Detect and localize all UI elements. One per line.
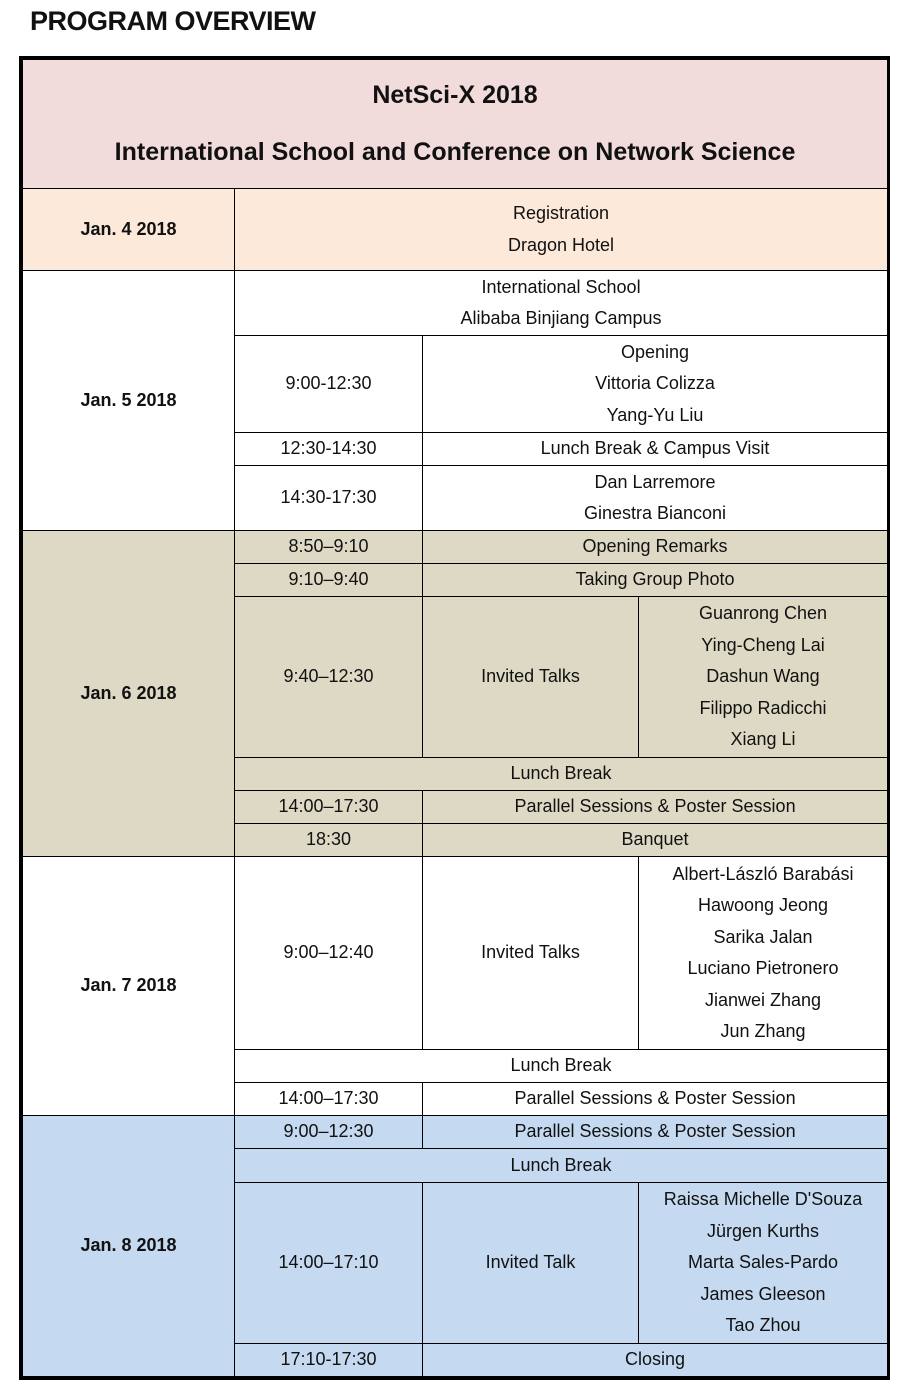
event-cell: Parallel Sessions & Poster Session bbox=[423, 1116, 888, 1149]
time-cell: 8:50–9:10 bbox=[235, 531, 423, 564]
time-cell: 14:30-17:30 bbox=[235, 466, 423, 531]
day5-header-row bbox=[23, 271, 888, 336]
time-cell: 9:40–12:30 bbox=[235, 597, 423, 758]
speaker-name: James Gleeson bbox=[700, 1283, 826, 1304]
time-cell: 14:00–17:30 bbox=[235, 1083, 423, 1116]
page-heading: PROGRAM OVERVIEW bbox=[30, 6, 316, 36]
program-table-frame bbox=[19, 56, 890, 1380]
date-cell: Jan. 6 2018 bbox=[23, 531, 235, 857]
time-cell: 9:00-12:30 bbox=[235, 336, 423, 433]
date-cell: Jan. 5 2018 bbox=[23, 271, 235, 531]
conference-name: NetSci-X 2018 bbox=[372, 81, 538, 109]
session-label: Invited Talk bbox=[423, 1183, 639, 1344]
speaker-name: Sarika Jalan bbox=[713, 926, 813, 947]
session-label: Invited Talks bbox=[423, 857, 639, 1050]
speakers-cell bbox=[639, 857, 888, 1050]
time-cell: 9:00–12:40 bbox=[235, 857, 423, 1050]
date-cell: Jan. 4 2018 bbox=[23, 189, 235, 271]
speaker-name: Hawoong Jeong bbox=[697, 895, 829, 915]
event-cell: Lunch Break bbox=[235, 758, 888, 791]
event-line: Registration bbox=[512, 203, 610, 223]
speaker-name: Jianwei Zhang bbox=[704, 989, 822, 1010]
day8-parallel-row bbox=[23, 1116, 888, 1149]
event-line: Opening bbox=[620, 341, 690, 362]
speaker-name: Ying-Cheng Lai bbox=[701, 634, 825, 655]
speakers-cell bbox=[639, 597, 888, 758]
event-cell bbox=[235, 271, 888, 336]
conference-subtitle: International School and Conference on Network Science bbox=[114, 138, 796, 166]
speaker-name: Albert-László Barabási bbox=[672, 863, 854, 884]
speaker-name: Xiang Li bbox=[730, 729, 796, 750]
program-table bbox=[22, 59, 888, 1377]
event-line: Alibaba Binjiang Campus bbox=[460, 308, 662, 328]
date-cell: Jan. 7 2018 bbox=[23, 857, 235, 1116]
event-line: Dragon Hotel bbox=[507, 234, 615, 255]
speaker-name: Vittoria Colizza bbox=[595, 373, 715, 394]
event-cell bbox=[423, 336, 888, 433]
title-cell bbox=[23, 60, 888, 189]
event-cell: Lunch Break bbox=[235, 1149, 888, 1183]
speaker-name: Yang-Yu Liu bbox=[606, 404, 704, 425]
event-cell: Parallel Sessions & Poster Session bbox=[423, 791, 888, 824]
speaker-name: Tao Zhou bbox=[725, 1315, 801, 1336]
speaker-name: Guanrong Chen bbox=[698, 603, 828, 624]
time-cell: 9:00–12:30 bbox=[235, 1116, 423, 1149]
day6-opening-row bbox=[23, 531, 888, 564]
day4-row bbox=[23, 189, 888, 271]
speaker-name: Filippo Radicchi bbox=[699, 697, 827, 718]
speaker-name: Dashun Wang bbox=[706, 666, 820, 687]
time-cell: 14:00–17:30 bbox=[235, 791, 423, 824]
date-cell: Jan. 8 2018 bbox=[23, 1116, 235, 1377]
event-cell: Closing bbox=[423, 1344, 888, 1377]
event-cell: Parallel Sessions & Poster Session bbox=[423, 1083, 888, 1116]
session-label: Invited Talks bbox=[423, 597, 639, 758]
speaker-name: Jun Zhang bbox=[720, 1021, 806, 1041]
event-cell bbox=[235, 189, 888, 271]
event-cell: Lunch Break & Campus Visit bbox=[423, 433, 888, 466]
speaker-name: Jürgen Kurths bbox=[706, 1220, 820, 1241]
event-cell: Taking Group Photo bbox=[423, 564, 888, 597]
event-cell: Banquet bbox=[423, 824, 888, 857]
title-row bbox=[23, 60, 888, 189]
time-cell: 17:10-17:30 bbox=[235, 1344, 423, 1377]
event-cell: Lunch Break bbox=[235, 1050, 888, 1083]
speaker-name: Raissa Michelle D'Souza bbox=[663, 1189, 863, 1210]
time-cell: 14:00–17:10 bbox=[235, 1183, 423, 1344]
speaker-name: Ginestra Bianconi bbox=[583, 503, 727, 523]
day7-talks-row bbox=[23, 857, 888, 1050]
speakers-cell bbox=[639, 1183, 888, 1344]
speaker-name: Marta Sales-Pardo bbox=[687, 1252, 839, 1273]
event-cell: Opening Remarks bbox=[423, 531, 888, 564]
speaker-name: Luciano Pietronero bbox=[687, 958, 839, 978]
time-cell: 12:30-14:30 bbox=[235, 433, 423, 466]
speaker-name: Dan Larremore bbox=[594, 471, 716, 492]
time-cell: 9:10–9:40 bbox=[235, 564, 423, 597]
event-cell bbox=[423, 466, 888, 531]
time-cell: 18:30 bbox=[235, 824, 423, 857]
event-line: International School bbox=[481, 276, 641, 297]
